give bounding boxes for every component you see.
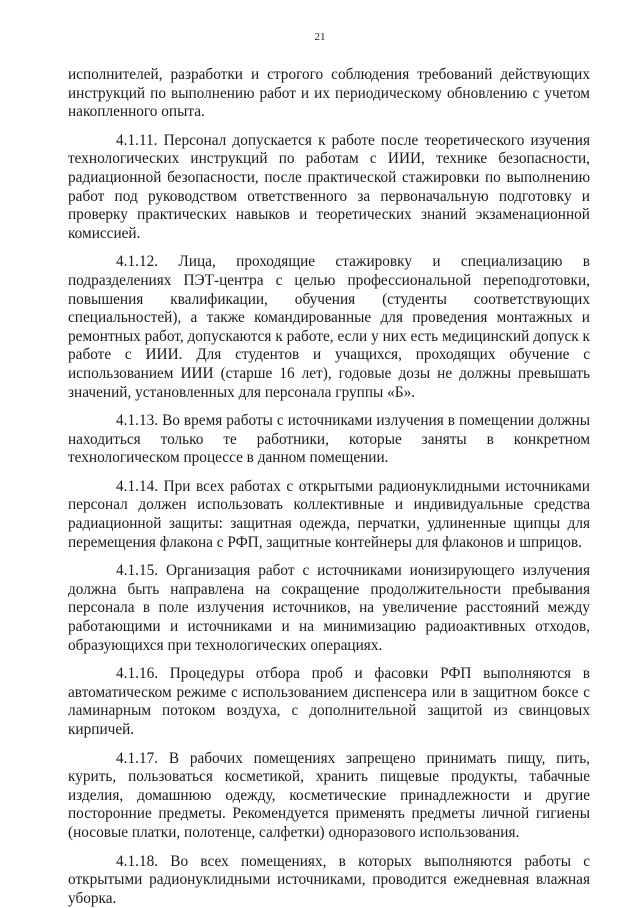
paragraph-4-1-18: 4.1.18. Во всех помещениях, в которых выполняются работы с открытыми радионуклидными источниками, проводится ежедневная влажная уборка. xyxy=(68,852,590,907)
paragraph-continuation: исполнителей, разработки и строгого соблюдения требований действующих инструкций по выполнению работ и их периодическому обновлению с учетом накопленного опыта. xyxy=(68,66,590,121)
paragraph-4-1-12: 4.1.12. Лица, проходящие стажировку и специализацию в подразделениях ПЭТ-центра с целью профессиональной переподготовки, повышения квалификации, обучения (студенты соответствующих специальностей), а также командированные для проведения монтажных и ремонтных работ, допускаются к работе, если у них есть медицинский допуск к работе с ИИИ. Для студентов и учащихся, проходящих обучение с использованием ИИИ (старше 16 лет), годовые дозы не должны превышать значений, установленных для персонала группы «Б». xyxy=(68,253,590,401)
paragraph-4-1-17: 4.1.17. В рабочих помещениях запрещено принимать пищу, пить, курить, пользоваться косметикой, хранить пищевые продукты, табачные изделия, домашнюю одежду, косметические принадлежности и другие посторонние предметы. Рекомендуется применять предметы личной гигиены (носовые платки, полотенце, салфетки) одноразового использования. xyxy=(68,749,590,841)
paragraph-4-1-14: 4.1.14. При всех работах с открытыми радионуклидными источниками персонал должен использовать коллективные и индивидуальные средства радиационной защиты: защитная одежда, перчатки, удлиненные щипцы для перемещения флакона с РФП, защитные контейнеры для флаконов и шприцов. xyxy=(68,477,590,551)
paragraph-4-1-15: 4.1.15. Организация работ с источниками ионизирующего излучения должна быть направлена на сокращение продолжительности пребывания персонала в поле излучения источников, на увеличение расстояний между работающими и источниками и на минимизацию радиоактивных отходов, образующихся при технологических операциях. xyxy=(68,562,590,654)
page-number: 21 xyxy=(314,31,326,43)
paragraph-4-1-16: 4.1.16. Процедуры отбора проб и фасовки РФП выполняются в автоматическом режиме с использованием диспенсера или в защитном боксе с ламинарным потоком воздуха, с дополнительной защитой из свинцовых кирпичей. xyxy=(68,665,590,738)
document-body xyxy=(68,66,590,908)
paragraph-4-1-13: 4.1.13. Во время работы с источниками излучения в помещении должны находиться только те работники, которые заняты в конкретном технологическом процессе в данном помещении. xyxy=(68,412,590,467)
paragraph-4-1-11: 4.1.11. Персонал допускается к работе после теоретического изучения технологических инструкций по работам с ИИИ, технике безопасности, радиационной безопасности, после практической стажировки по выполнению работ под руководством ответственного за первоначальную подготовку и проверку практических навыков и теоретических знаний экзаменационной комиссией. xyxy=(68,131,590,242)
